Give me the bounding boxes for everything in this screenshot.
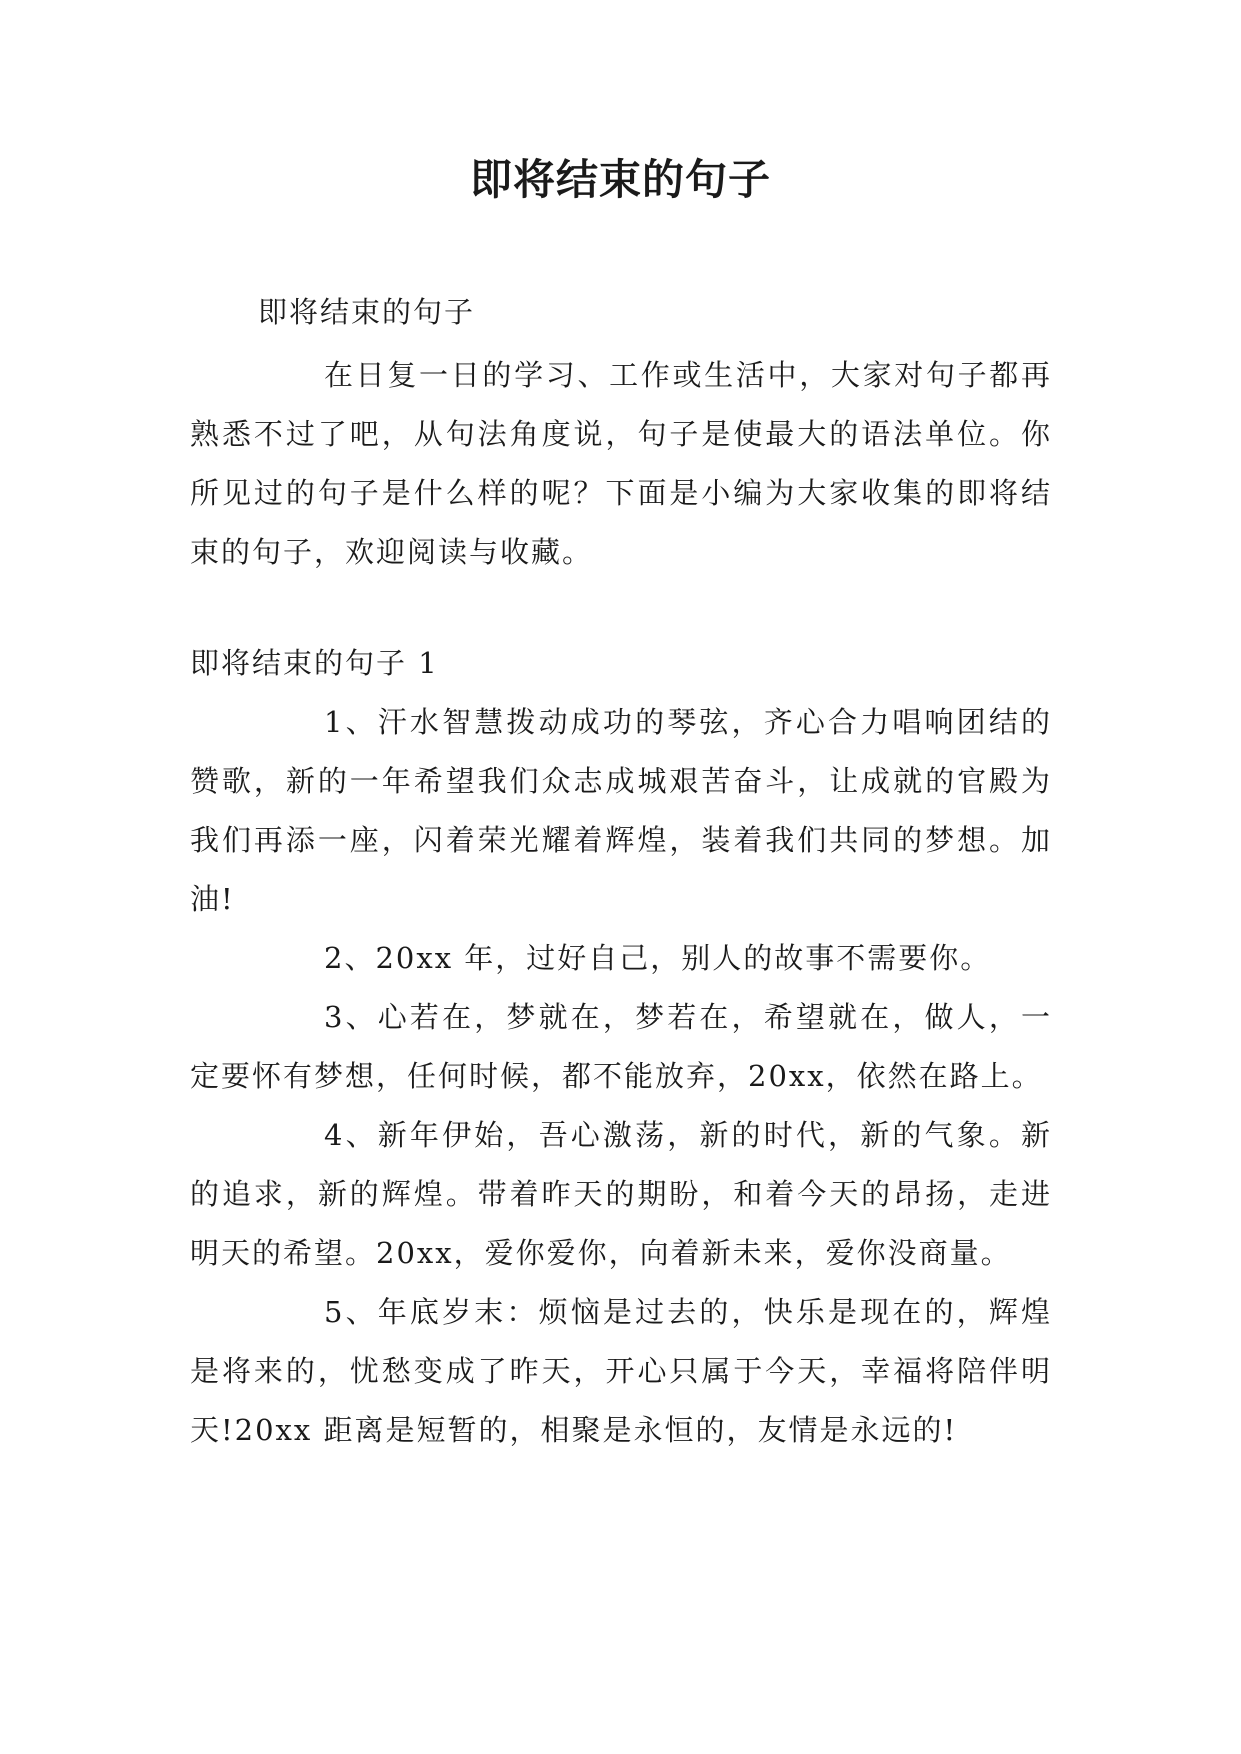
list-item: 2、20xx 年，过好自己，别人的故事不需要你。 [324,941,992,975]
document-title: 即将结束的句子 [469,155,771,204]
list-item: 1、汗水智慧拨动成功的琴弦，齐心合力唱响团结的赞歌，新的一年希望我们众志成城艰苦奋斗，让成就的官殿为我们再添一座，闪着荣光耀着辉煌，装着我们共同的梦想。加油! [190,705,1052,916]
list-item: 5、年底岁末：烦恼是过去的，快乐是现在的，辉煌是将来的，忧愁变成了昨天，开心只属于今天，幸福将陪伴明天!20xx 距离是短暂的，相聚是永恒的，友情是永远的! [190,1295,1052,1447]
document-subtitle: 即将结束的句子 [258,295,476,329]
list-item: 4、新年伊始，吾心激荡，新的时代，新的气象。新的追求，新的辉煌。带着昨天的期盼，和着今天的昂扬，走进明天的希望。20xx，爱你爱你，向着新未来，爱你没商量。 [190,1118,1052,1270]
intro-block [190,346,1052,582]
intro-paragraph: 在日复一日的学习、工作或生活中，大家对句子都再熟悉不过了吧，从句法角度说，句子是使最大的语法单位。你所见过的句子是什么样的呢？下面是小编为大家收集的即将结束的句子，欢迎阅读与收藏。 [190,358,1052,569]
section-1 [190,634,1052,1460]
section-heading: 即将结束的句子 1 [190,646,439,680]
list-item: 3、心若在，梦就在，梦若在，希望就在，做人，一定要怀有梦想，任何时候，都不能放弃，20xx，依然在路上。 [190,1000,1052,1093]
